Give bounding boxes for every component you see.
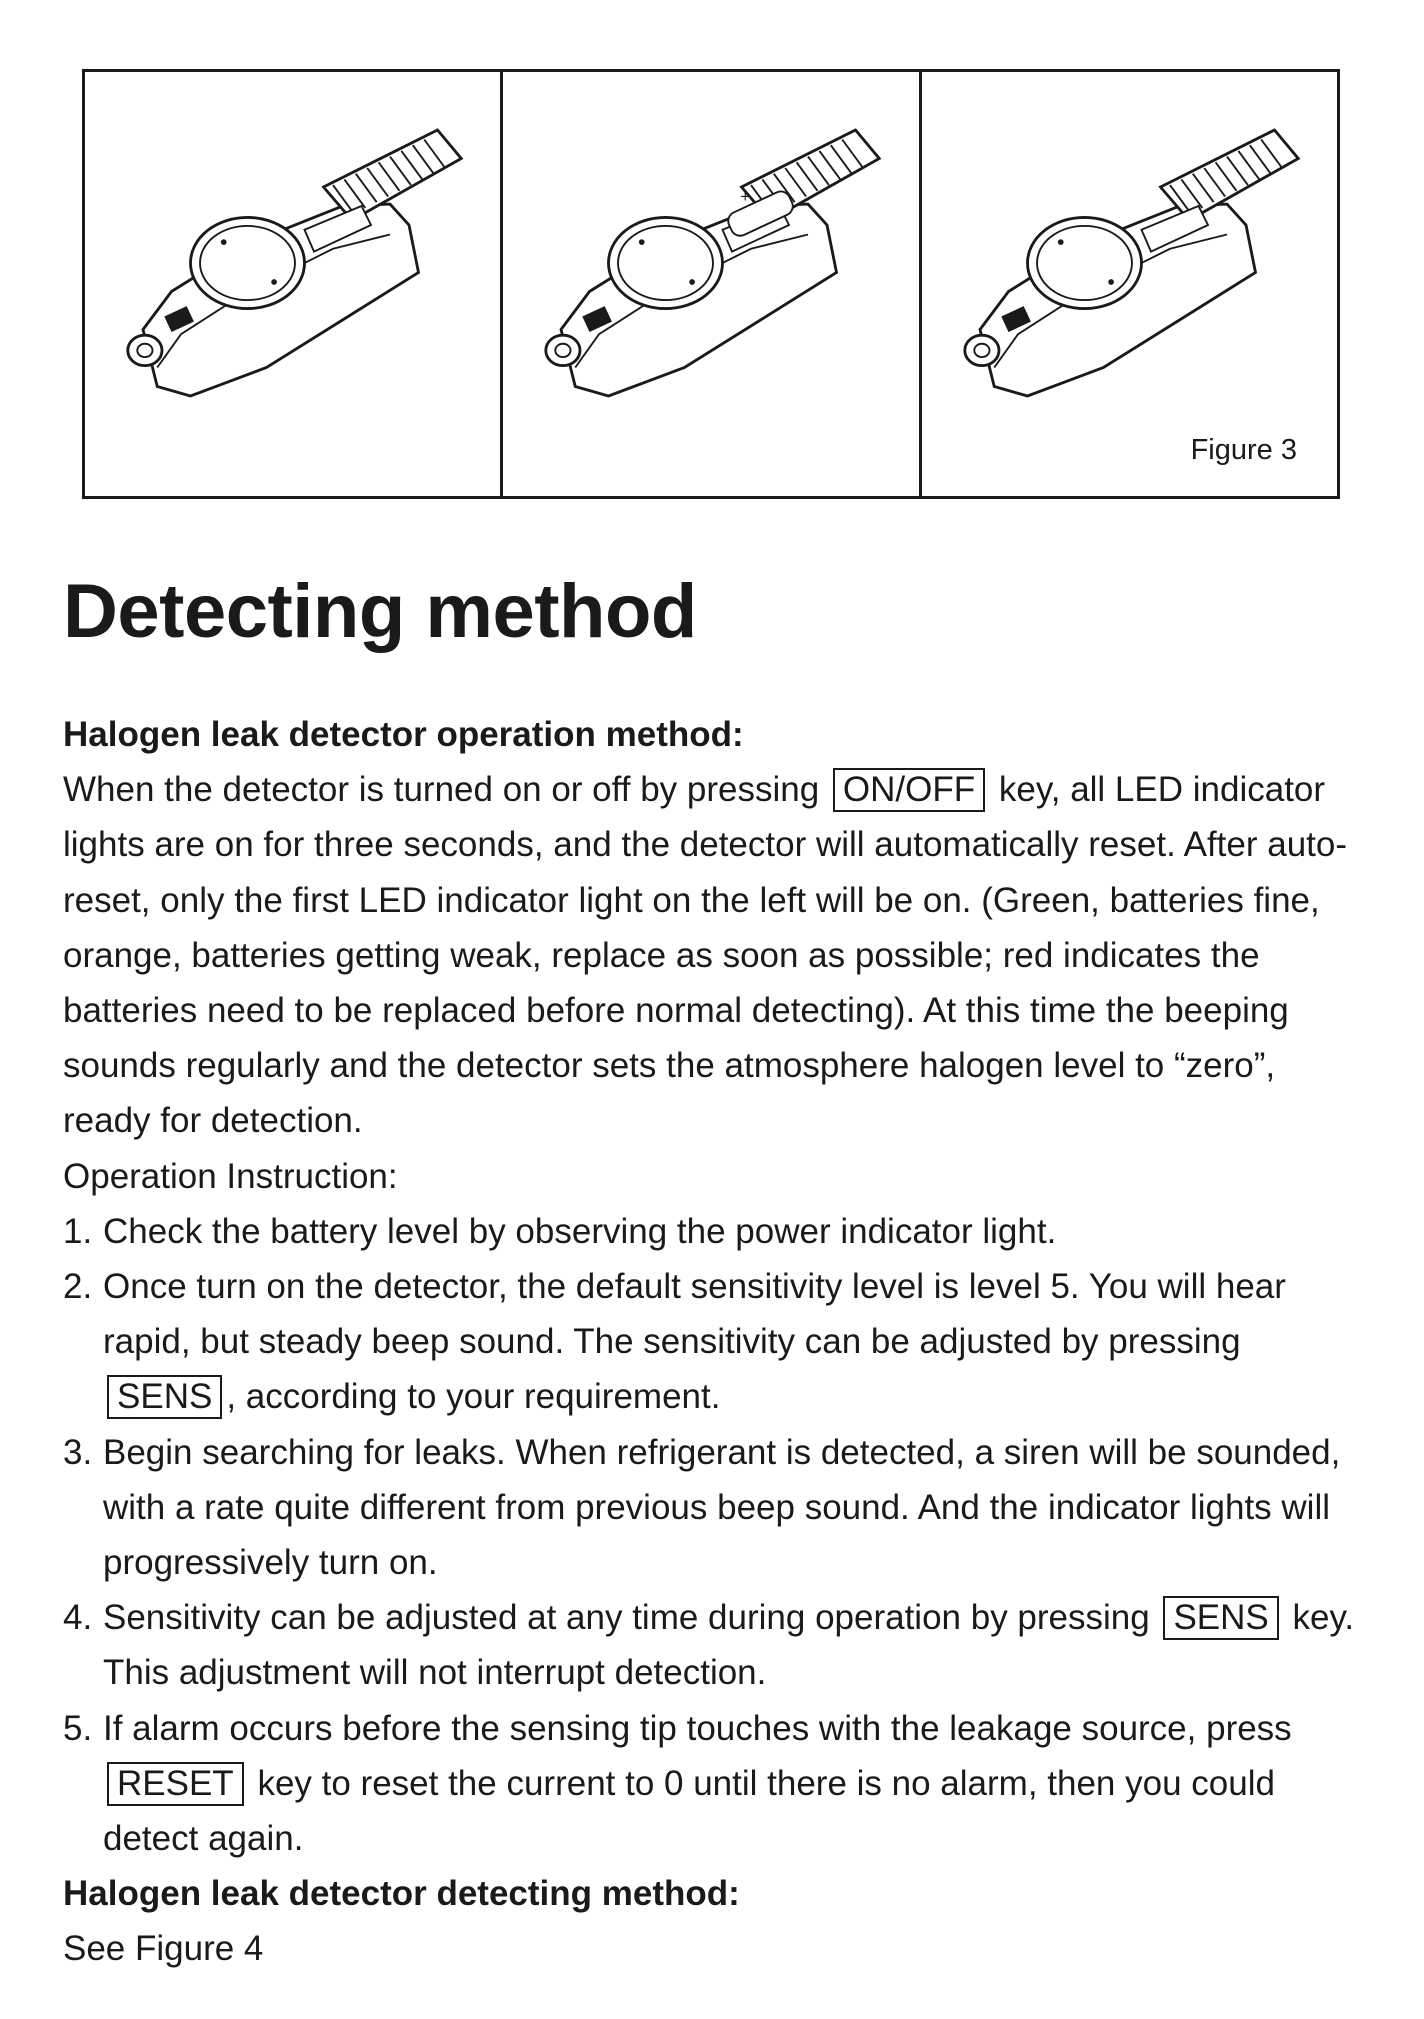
figure-panel-1 xyxy=(85,72,503,496)
see-figure-reference: See Figure 4 xyxy=(63,1929,264,1969)
detector-illustration xyxy=(942,122,1322,442)
list-text-part: If alarm occurs before the sensing tip touches with the leakage source, press xyxy=(103,1708,1292,1748)
detector-battery-illustration xyxy=(523,122,903,442)
reset-key-label: RESET xyxy=(107,1762,244,1806)
list-number: 2. xyxy=(63,1267,93,1307)
list-text-part: Once turn on the detector, the default sensitivity level is level 5. You will hear rapid, but steady beep sound. The sensitivity can be adjusted by pressing xyxy=(103,1267,1286,1362)
section-title-operation: Halogen leak detector operation method: xyxy=(63,715,744,754)
sens-key-label: SENS xyxy=(107,1375,222,1419)
list-text: Check the battery level by observing the power indicator light. xyxy=(103,1211,1057,1251)
sens-key-label: SENS xyxy=(1163,1596,1278,1640)
list-text xyxy=(103,1590,1363,1700)
svg-text:+: + xyxy=(739,189,752,205)
list-text xyxy=(103,1259,1363,1425)
list-item xyxy=(63,1259,1363,1425)
paragraph-text: When the detector is turned on or off by pressing xyxy=(63,770,820,810)
figure-panel-2 xyxy=(503,72,921,496)
paragraph-text: key, all LED indicator lights are on for three seconds, and the detector will automatically reset. After auto-reset, only the first LED indicator light on the left will be on. (Green, batteries fine, orange, batteries getting weak, replace as soon as possible; red indicates the batteries need to be replaced before normal detecting). At this time the beeping sounds regularly and the detector sets the atmosphere halogen level to “zero”, ready for detection. xyxy=(63,770,1348,1141)
list-text-part: , according to your requirement. xyxy=(226,1377,721,1417)
instruction-title: Operation Instruction: xyxy=(63,1156,398,1196)
list-number: 3. xyxy=(63,1432,93,1472)
list-text-part: key. This adjustment will not interrupt detection. xyxy=(103,1598,1355,1693)
section-title-detecting: Halogen leak detector detecting method: xyxy=(63,1874,740,1914)
figure-panel-3 xyxy=(922,72,1337,496)
list-text: Begin searching for leaks. When refrigerant is detected, a siren will be sounded, with a rate quite different from previous beep sound. And the indicator lights will progressively turn on. xyxy=(103,1432,1341,1583)
document-body xyxy=(63,707,1363,1977)
figure-caption: Figure 3 xyxy=(1190,434,1297,466)
detector-illustration xyxy=(105,122,485,442)
page-title: Detecting method xyxy=(63,569,697,654)
list-number: 5. xyxy=(63,1708,93,1748)
list-text xyxy=(103,1701,1363,1867)
list-number: 4. xyxy=(63,1598,93,1638)
figure-3 xyxy=(82,69,1340,499)
list-item xyxy=(63,1204,1363,1259)
list-item xyxy=(63,1701,1363,1867)
on-off-key-label: ON/OFF xyxy=(833,768,985,812)
list-number: 1. xyxy=(63,1211,93,1251)
list-item xyxy=(63,1425,1363,1591)
list-item xyxy=(63,1590,1363,1700)
list-text-part: key to reset the current to 0 until there is no alarm, then you could detect again. xyxy=(103,1763,1275,1859)
list-text-part: Sensitivity can be adjusted at any time during operation by pressing xyxy=(103,1598,1150,1638)
operation-paragraph xyxy=(63,762,1363,1148)
